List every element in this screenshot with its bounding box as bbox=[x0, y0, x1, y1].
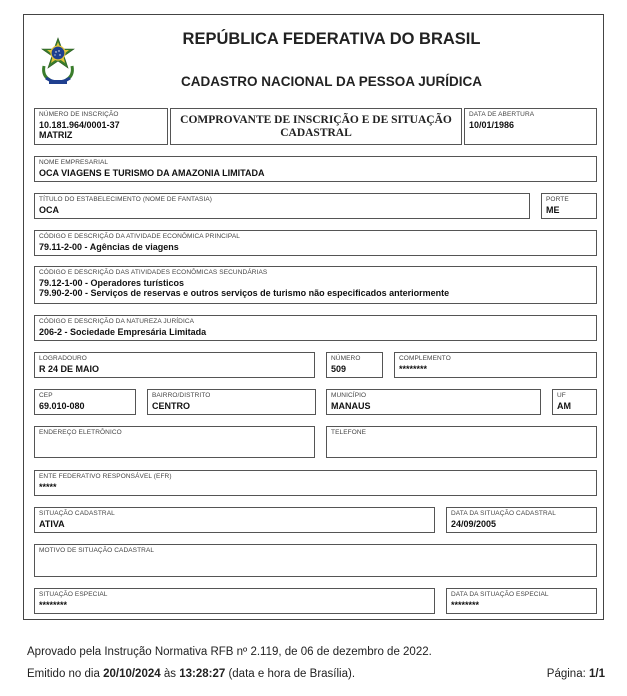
emitido-date: 20/10/2024 bbox=[103, 668, 161, 680]
fantasia-value: OCA bbox=[39, 205, 59, 215]
logradouro-box bbox=[34, 352, 315, 378]
situacao-label: SITUAÇÃO CADASTRAL bbox=[39, 510, 115, 517]
aprovado-text: Aprovado pela Instrução Normativa RFB nº 2.119, de 06 de dezembro de 2022. bbox=[27, 646, 432, 658]
porte-box bbox=[541, 193, 597, 219]
situacao-especial-label: SITUAÇÃO ESPECIAL bbox=[39, 591, 108, 598]
emitido-prefix: Emitido no dia bbox=[27, 668, 100, 680]
telefone-box bbox=[326, 426, 597, 458]
numero-label: NÚMERO bbox=[331, 355, 361, 362]
atividade-principal-box bbox=[34, 230, 597, 256]
data-situacao-value: 24/09/2005 bbox=[451, 519, 497, 529]
data-situacao-especial-box bbox=[446, 588, 597, 614]
telefone-label: TELEFONE bbox=[331, 429, 367, 436]
complemento-label: COMPLEMENTO bbox=[399, 355, 451, 362]
municipio-box bbox=[326, 389, 541, 415]
atividade-secundaria-item: 79.12-1-00 - Operadores turísticos bbox=[39, 278, 185, 288]
bairro-box bbox=[147, 389, 316, 415]
data-situacao-label: DATA DA SITUAÇÃO CADASTRAL bbox=[451, 510, 556, 517]
cep-value: 69.010-080 bbox=[39, 401, 85, 411]
situacao-especial-value: ******** bbox=[39, 600, 68, 610]
fantasia-box bbox=[34, 193, 530, 219]
efr-label: ENTE FEDERATIVO RESPONSÁVEL (EFR) bbox=[39, 473, 172, 480]
cnpj-document bbox=[23, 14, 604, 620]
cep-box bbox=[34, 389, 136, 415]
emitido-text bbox=[27, 668, 355, 680]
logradouro-value: R 24 DE MAIO bbox=[39, 364, 100, 374]
emitido-time: 13:28:27 bbox=[179, 668, 226, 680]
nome-empresarial-value: OCA VIAGENS E TURISMO DA AMAZONIA LIMITADA bbox=[39, 168, 265, 178]
efr-box bbox=[34, 470, 597, 496]
municipio-label: MUNICÍPIO bbox=[331, 392, 367, 399]
porte-value: ME bbox=[546, 205, 560, 215]
abertura-value: 10/01/1986 bbox=[469, 120, 515, 130]
page-value: 1/1 bbox=[589, 668, 605, 680]
situacao-especial-box bbox=[34, 588, 435, 614]
atividade-secundaria-item: 79.90-2-00 - Serviços de reservas e outros serviços de turismo não especificados anteriormente bbox=[39, 288, 450, 298]
document-subtitle: CADASTRO NACIONAL DA PESSOA JURÍDICA bbox=[180, 74, 483, 89]
natureza-juridica-label: CÓDIGO E DESCRIÇÃO DA NATUREZA JURÍDICA bbox=[39, 318, 195, 325]
uf-box bbox=[552, 389, 597, 415]
email-label: ENDEREÇO ELETRÔNICO bbox=[39, 429, 122, 436]
atividades-secundarias-box bbox=[34, 266, 597, 304]
emitido-as: às bbox=[163, 668, 176, 680]
uf-label: UF bbox=[557, 392, 566, 399]
data-situacao-box bbox=[446, 507, 597, 533]
uf-value: AM bbox=[557, 401, 571, 411]
bairro-label: BAIRRO/DISTRITO bbox=[152, 392, 211, 399]
comprovante-title-line1: COMPROVANTE DE INSCRIÇÃO E DE SITUAÇÃO bbox=[180, 114, 452, 126]
abertura-box bbox=[464, 108, 597, 145]
complemento-value: ******** bbox=[399, 364, 428, 374]
logradouro-label: LOGRADOURO bbox=[39, 355, 87, 362]
numero-box bbox=[326, 352, 383, 378]
situacao-value: ATIVA bbox=[39, 519, 65, 529]
atividades-secundarias-label: CÓDIGO E DESCRIÇÃO DAS ATIVIDADES ECONÔMICAS SECUNDÁRIAS bbox=[39, 269, 268, 276]
comprovante-title bbox=[171, 114, 461, 140]
emitido-suffix: (data e hora de Brasília). bbox=[228, 668, 356, 680]
abertura-label: DATA DE ABERTURA bbox=[469, 111, 535, 118]
nome-empresarial-box bbox=[34, 156, 597, 182]
atividade-principal-label: CÓDIGO E DESCRIÇÃO DA ATIVIDADE ECONÔMICA PRINCIPAL bbox=[39, 233, 240, 240]
efr-value: ***** bbox=[39, 482, 57, 492]
inscricao-type: MATRIZ bbox=[39, 130, 73, 140]
inscricao-box bbox=[34, 108, 168, 145]
nome-empresarial-label: NOME EMPRESARIAL bbox=[39, 159, 109, 166]
situacao-box bbox=[34, 507, 435, 533]
inscricao-number: 10.181.964/0001-37 bbox=[39, 120, 120, 130]
porte-label: PORTE bbox=[546, 196, 569, 203]
complemento-box bbox=[394, 352, 597, 378]
email-box bbox=[34, 426, 315, 458]
republic-title: REPÚBLICA FEDERATIVA DO BRASIL bbox=[182, 30, 481, 48]
data-situacao-especial-label: DATA DA SITUAÇÃO ESPECIAL bbox=[451, 591, 549, 598]
page-label: Página: bbox=[546, 668, 586, 680]
numero-value: 509 bbox=[331, 364, 347, 374]
data-situacao-especial-value: ******** bbox=[451, 600, 480, 610]
natureza-juridica-box bbox=[34, 315, 597, 341]
comprovante-title-line2: CADASTRAL bbox=[280, 127, 352, 139]
atividade-principal-value: 79.11-2-00 - Agências de viagens bbox=[39, 242, 179, 252]
comprovante-title-box bbox=[170, 108, 462, 145]
cep-label: CEP bbox=[39, 392, 53, 399]
bairro-value: CENTRO bbox=[152, 401, 190, 411]
motivo-label: MOTIVO DE SITUAÇÃO CADASTRAL bbox=[39, 547, 155, 554]
fantasia-label: TÍTULO DO ESTABELECIMENTO (NOME DE FANTASIA) bbox=[39, 196, 213, 203]
municipio-value: MANAUS bbox=[331, 401, 371, 411]
motivo-box bbox=[34, 544, 597, 577]
inscricao-label: NÚMERO DE INSCRIÇÃO bbox=[39, 111, 119, 118]
natureza-juridica-value: 206-2 - Sociedade Empresária Limitada bbox=[39, 327, 207, 337]
page-indicator bbox=[547, 668, 605, 680]
